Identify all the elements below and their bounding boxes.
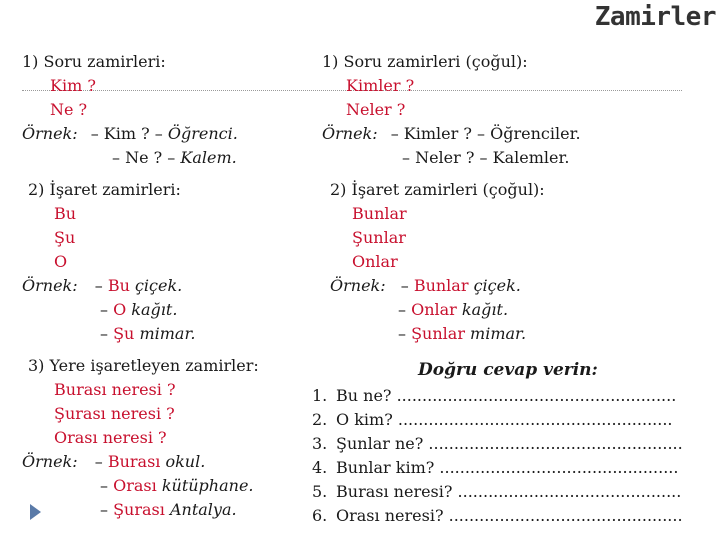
page-title: Zamirler: [594, 2, 716, 32]
section-heading: 3) Yere işaretleyen zamirler:: [28, 356, 259, 375]
exercise-question: 2. O kim? ......................................................: [312, 410, 673, 429]
example-row: Örnek: – Bu çiçek.: [22, 276, 183, 295]
example-pronoun: Şurası: [113, 500, 165, 519]
example-pronoun: O: [113, 300, 127, 319]
example-pronoun: Burası: [107, 452, 161, 471]
exercise-question: 4. Bunlar kim? ...............................................: [312, 458, 679, 477]
example-answer: Öğrenci.: [167, 124, 238, 143]
example-label: Örnek:: [22, 124, 78, 143]
example-pronoun: Şu: [113, 324, 135, 343]
example-row: [22, 146, 238, 170]
pronoun-item: Kimler ?: [346, 76, 415, 95]
pronoun-item: Burası neresi ?: [54, 380, 176, 399]
exercise-heading: Doğru cevap verin:: [418, 360, 598, 380]
pronoun-item: Ne ?: [50, 100, 88, 119]
pronoun-item: O: [54, 252, 68, 271]
section-heading: 1) Soru zamirleri:: [22, 52, 166, 71]
pronoun-item: Kim ?: [50, 76, 96, 95]
pronoun-item: Bunlar: [352, 204, 407, 223]
example-row: [22, 122, 238, 146]
example-row: Örnek: – Bunlar çiçek.: [330, 276, 521, 295]
example-answer: Kalemler.: [492, 148, 570, 167]
exercise-question: 3. Şunlar ne? ..................................................: [312, 434, 683, 453]
example-label: Örnek:: [22, 276, 78, 295]
pronoun-item: Neler ?: [346, 100, 406, 119]
left-yer-section: [22, 354, 259, 522]
left-isaret-section: [22, 178, 196, 346]
pronoun-item: Orası neresi ?: [54, 428, 167, 447]
example-answer: Kalem.: [180, 148, 237, 167]
right-isaret-section: [330, 178, 545, 346]
example-pronoun: Orası: [113, 476, 157, 495]
next-slide-arrow-icon[interactable]: [30, 504, 41, 520]
example-row: – Onlar kağıt.: [398, 300, 509, 319]
example-row: Örnek: – Burası okul.: [22, 452, 206, 471]
example-row: – Neler ? – Kalemler.: [402, 148, 570, 167]
exercise-question: 1. Bu ne? .......................................................: [312, 386, 677, 405]
right-soru-section: [322, 50, 581, 170]
section-heading: 2) İşaret zamirleri (çoğul):: [330, 180, 545, 199]
example-row: – Şu mimar.: [100, 324, 196, 343]
example-question: – Kim ? –: [90, 124, 168, 143]
example-pronoun: Bu: [107, 276, 130, 295]
left-soru-section: [22, 50, 238, 170]
example-row: – Şurası Antalya.: [100, 500, 237, 519]
example-pronoun: Onlar: [411, 300, 457, 319]
example-row: – Şunlar mimar.: [398, 324, 527, 343]
example-pronoun: Şunlar: [411, 324, 465, 343]
section-heading: 1) Soru zamirleri (çoğul):: [322, 52, 528, 71]
pronoun-item: Şunlar: [352, 228, 406, 247]
exercise-list: [312, 384, 683, 528]
example-label: Örnek:: [322, 124, 378, 143]
example-pronoun: Bunlar: [413, 276, 469, 295]
pronoun-item: Bu: [54, 204, 77, 223]
example-question: – Ne ? –: [112, 148, 181, 167]
exercise-question: 6. Orası neresi? ..............................................: [312, 506, 683, 525]
example-row: – Orası kütüphane.: [100, 476, 254, 495]
example-label: Örnek:: [330, 276, 386, 295]
pronoun-item: Şu: [54, 228, 76, 247]
section-heading: 2) İşaret zamirleri:: [28, 180, 181, 199]
pronoun-item: Şurası neresi ?: [54, 404, 175, 423]
example-row: – O kağıt.: [100, 300, 178, 319]
example-answer: Öğrenciler.: [490, 124, 581, 143]
example-row: Örnek: – Kimler ? – Öğrenciler.: [322, 124, 581, 143]
exercise-question: 5. Burası neresi? ............................................: [312, 482, 682, 501]
example-label: Örnek:: [22, 452, 78, 471]
pronoun-item: Onlar: [352, 252, 398, 271]
